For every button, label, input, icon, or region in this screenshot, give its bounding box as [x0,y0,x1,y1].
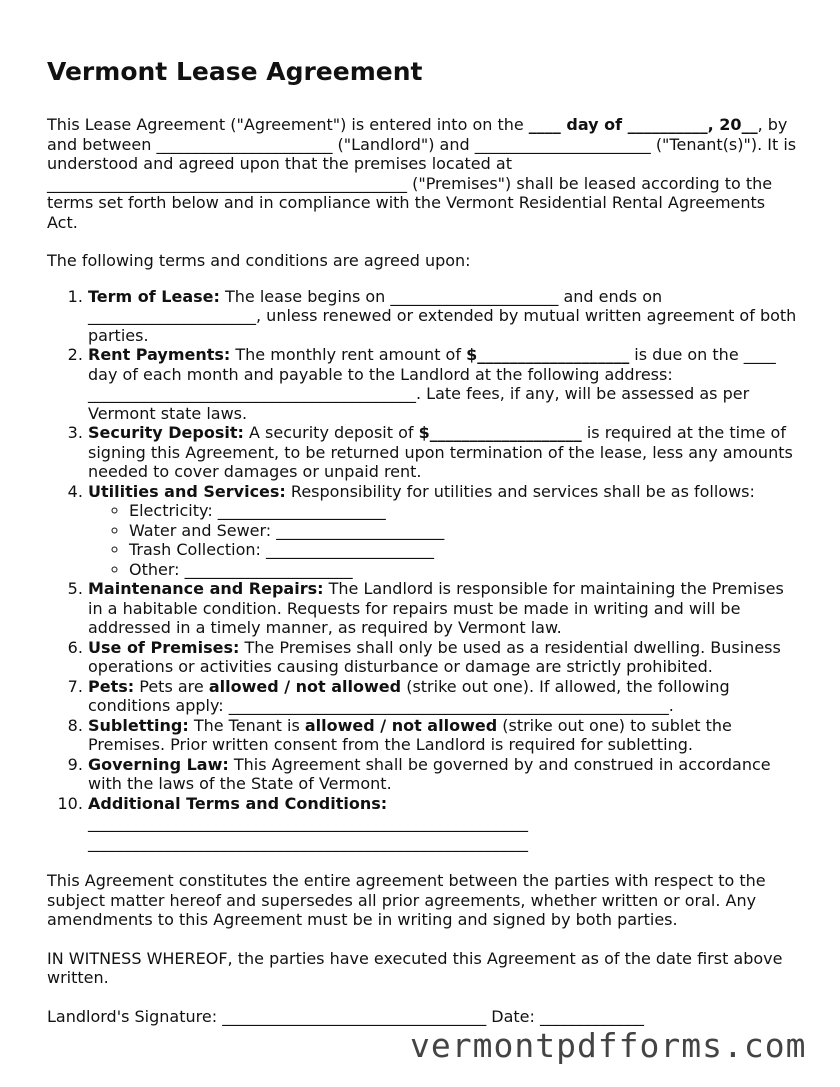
utility-item: ◦ Trash Collection: _____________________ [129,540,797,560]
term-item-7 [88,677,797,716]
intro-part3: , by and between ______________________ ("Landlord") and ______________________ ("Tenant(s)"). It is understood and agreed upon that the premises located at _____________________________________________ ("Premises") shall be leased according to the terms set forth below and in compliance with the Vermont Residential Rental Agreements Act. [47,115,797,232]
term-text: The Tenant is [188,715,305,735]
term-bold: $___________________ [418,423,582,442]
blank-line: _______________________________________________________ [88,813,528,832]
signature-date: Date: _____________ [486,1006,644,1026]
term-text: The lease begins on _____________________ and ends on _____________________, unless renewed or extended by mutual written agreement of both parties. [88,286,797,345]
term-text: A security deposit of [243,423,419,442]
term-item-6 [88,638,797,677]
term-text: Pets are [134,676,209,696]
term-text: This Agreement shall be governed by and construed in accordance with the laws of the State of Vermont. [88,754,771,793]
intro-paragraph [47,115,797,232]
blank-line: _______________________________________________________ [88,832,528,852]
term-heading: Use of Premises: [88,637,240,657]
entire-agreement-paragraph: This Agreement constitutes the entire agreement between the parties with respect to the subject matter hereof and supersedes all prior agreements, whether written or oral. Any amendments to this Agreement must be in writing and signed by both parties. [47,871,766,929]
term-bold: allowed / not allowed [304,715,498,735]
term-text: Responsibility for utilities and services shall be as follows: [285,481,755,501]
term-text: (strike out one) to sublet the Premises. Prior written consent from the Landlord is required for subletting. [88,715,732,754]
term-item-2 [88,345,797,423]
term-text: The Landlord is responsible for maintaining the Premises in a habitable condition. Requests for repairs must be made in writing and will be addressed in a timely manner, as required by Vermont law. [88,579,784,637]
utility-item: ◦ Other: _____________________ [129,560,797,580]
term-heading: Subletting: [88,715,189,735]
document-page [47,56,797,1026]
term-heading: Utilities and Services: [88,481,286,501]
term-item-8 [88,716,797,755]
term-heading: Maintenance and Repairs: [88,579,324,598]
term-item-10 [88,794,797,853]
utility-item: ◦ Water and Sewer: _____________________ [129,521,797,541]
witness-paragraph: IN WITNESS WHEREOF, the parties have executed this Agreement as of the date first above written. [47,948,783,987]
term-text: The monthly rent amount of [230,345,467,364]
term-heading: Additional Terms and Conditions: [88,793,388,813]
term-text: is required at the time of signing this Agreement, to be returned upon termination of the lease, less any amounts needed to cover damages or unpaid rent. [88,423,793,481]
term-text: is due on the ____ day of each month and payable to the Landlord at the following address: _________________________________________. Late fees, if any, will be assessed as per Vermont state laws. [88,345,776,423]
term-item-5 [88,579,797,638]
term-heading: Governing Law: [88,754,229,774]
term-bold: $___________________ [466,345,630,364]
terms-list [47,287,797,853]
term-text: (strike out one). If allowed, the following conditions apply: _______________________________________________________. [88,676,730,715]
additional-terms-lines [88,813,797,852]
term-heading: Pets: [88,676,135,696]
signature-line [47,1007,797,1027]
term-item-9 [88,755,797,794]
term-bold: allowed / not allowed [208,676,402,696]
landlord-signature: Landlord's Signature: _________________________________ [47,1006,487,1026]
term-item-1 [88,287,797,346]
terms-intro: The following terms and conditions are agreed upon: [47,251,471,270]
utilities-list [88,501,797,579]
document-title: Vermont Lease Agreement [47,57,423,86]
term-heading: Rent Payments: [88,345,231,364]
term-item-3 [88,423,797,482]
term-item-4 [88,482,797,580]
utility-item: ◦ Electricity: _____________________ [129,501,797,521]
intro-part1: This Lease Agreement ("Agreement") is entered into on the [47,115,529,134]
watermark: vermontpdfforms.com [410,1026,807,1065]
term-heading: Term of Lease: [88,286,220,306]
intro-date-blank: ____ day of __________, 20__ [528,115,758,134]
term-heading: Security Deposit: [88,423,244,442]
term-text: The Premises shall only be used as a residential dwelling. Business operations or activities causing disturbance or damage are strictly prohibited. [88,637,781,676]
